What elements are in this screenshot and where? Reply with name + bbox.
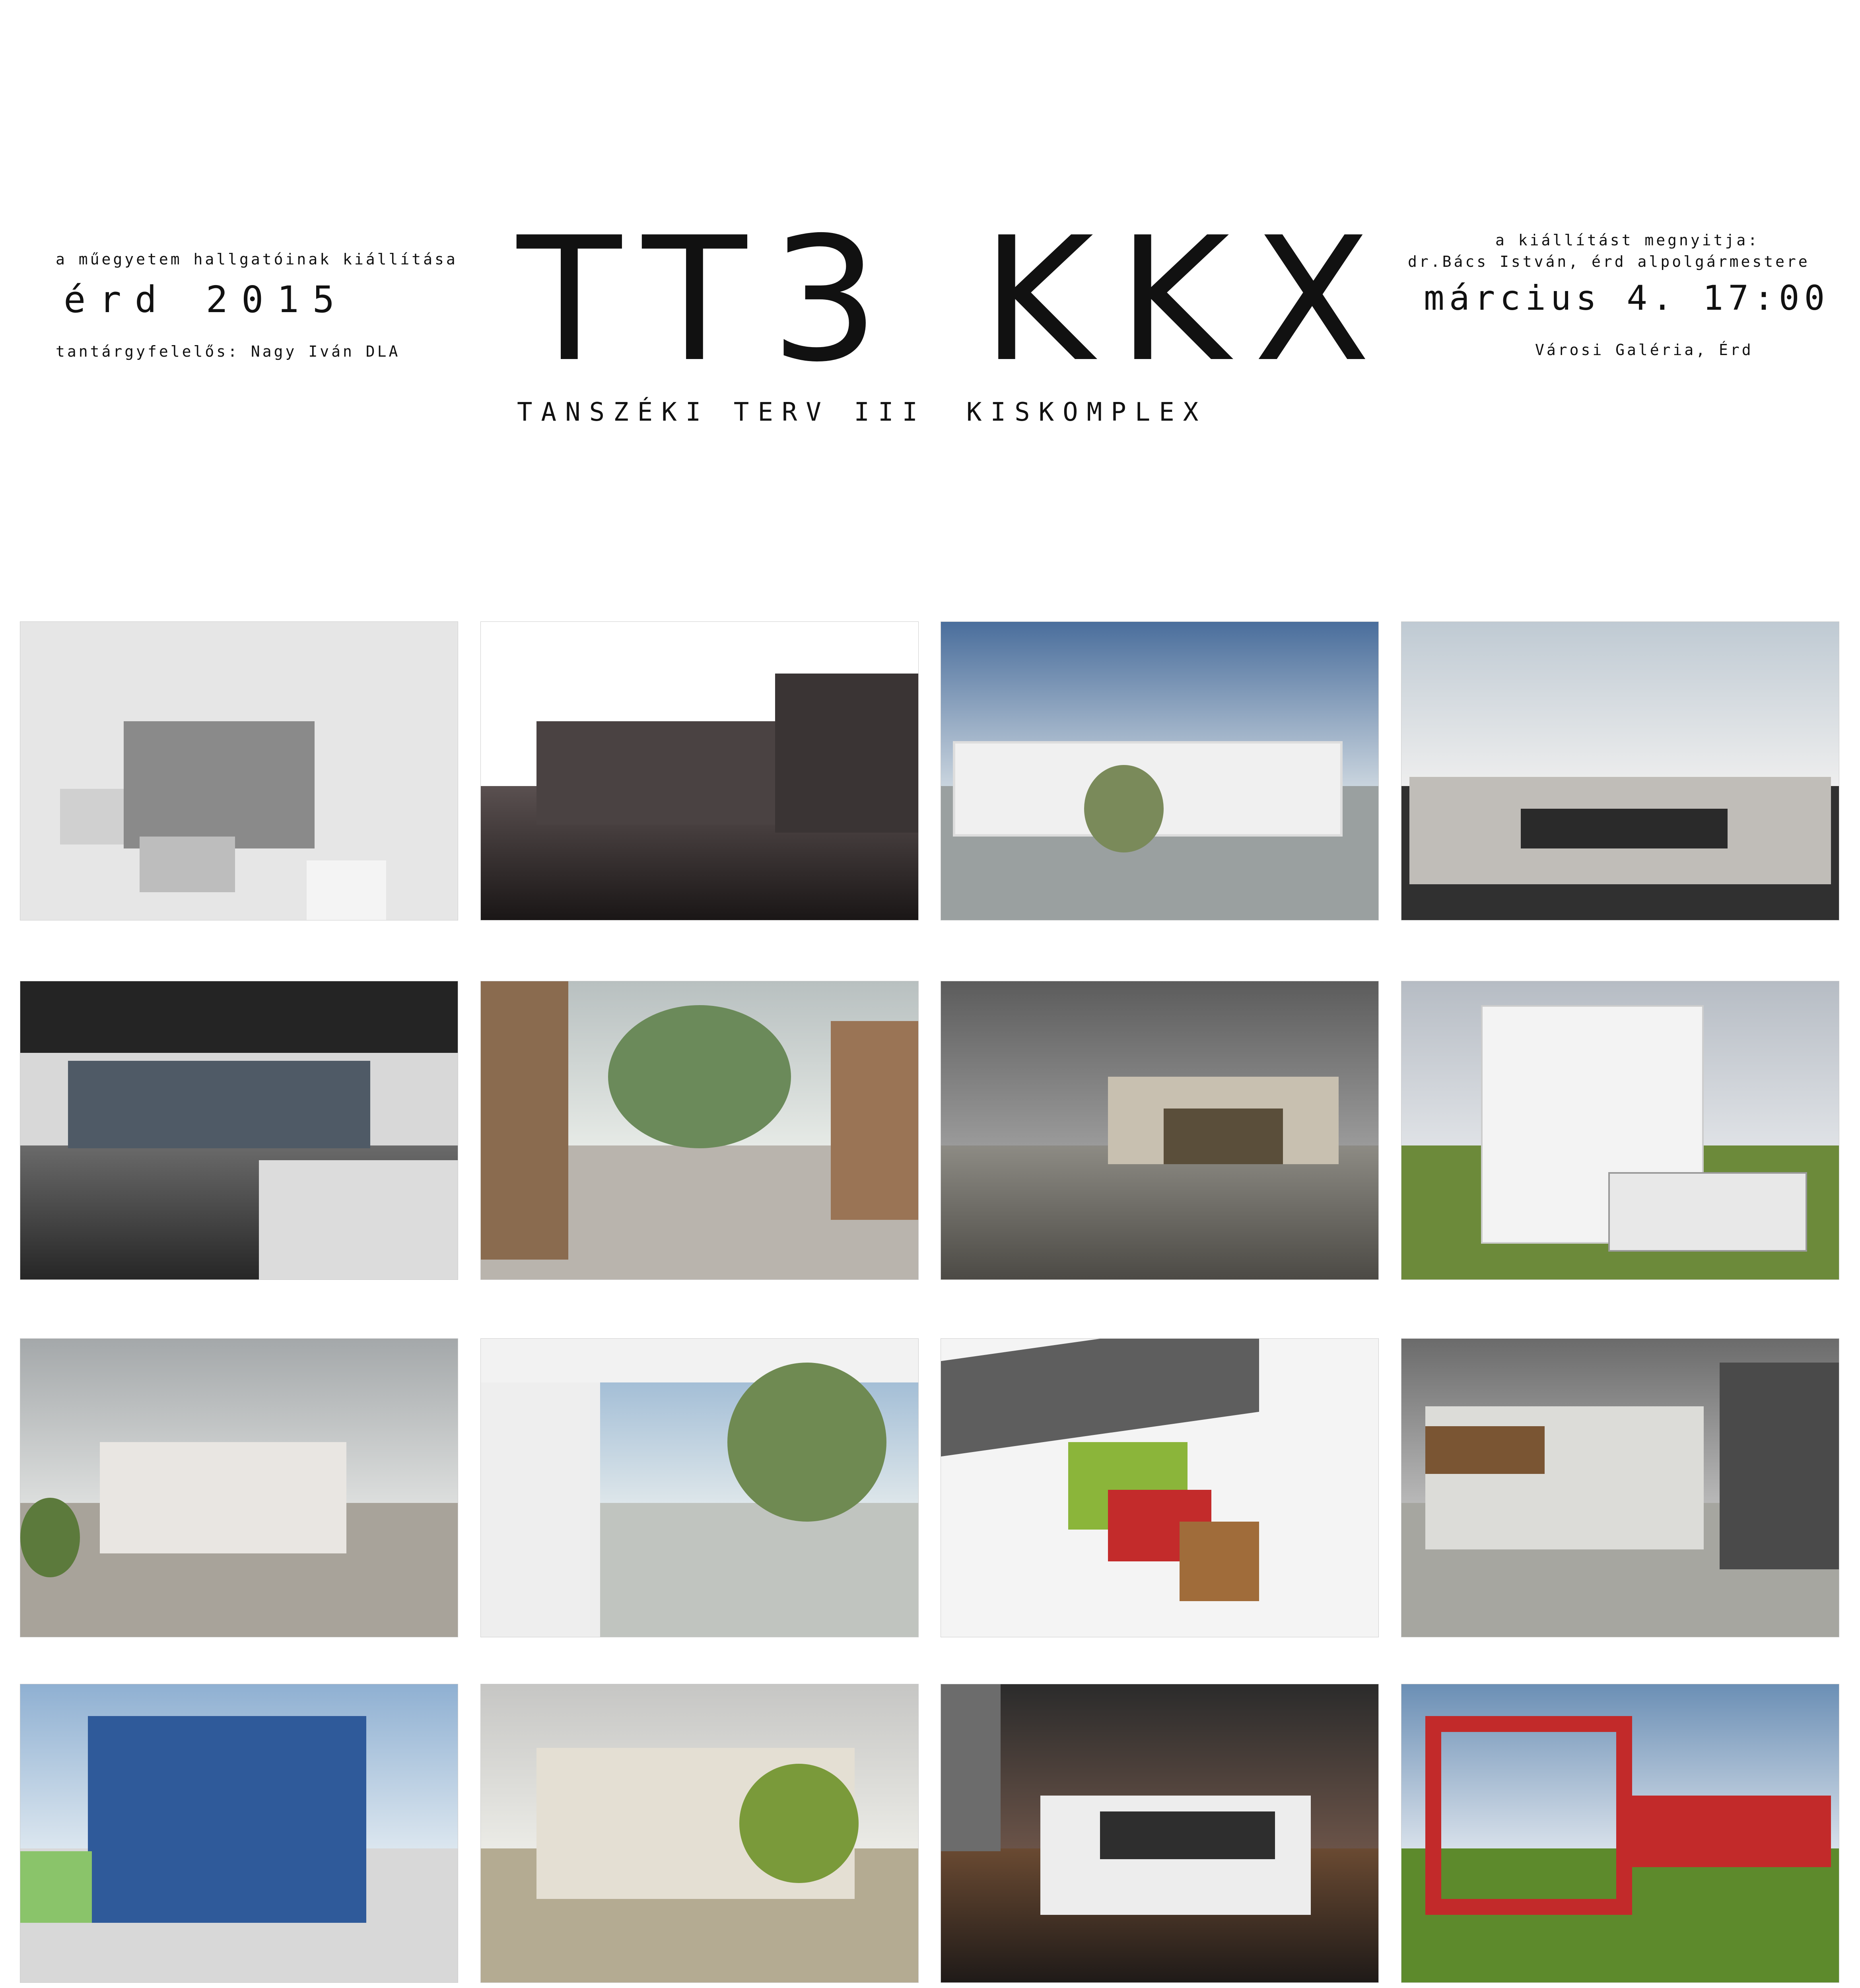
render-14 bbox=[480, 1684, 919, 1983]
render-7 bbox=[941, 981, 1379, 1280]
subtitle-left: TANSZÉKI TERV III bbox=[517, 398, 927, 427]
page-title: TT3 KKX bbox=[517, 201, 1395, 400]
render-9 bbox=[20, 1338, 458, 1637]
render-16 bbox=[1401, 1684, 1839, 1983]
course-responsible: tantárgyfelelős: Nagy Iván DLA bbox=[56, 343, 400, 360]
render-2 bbox=[480, 621, 919, 920]
render-1 bbox=[20, 621, 458, 920]
opening-date: március 4. 17:00 bbox=[1424, 278, 1830, 318]
render-4 bbox=[1401, 621, 1839, 920]
render-15 bbox=[941, 1684, 1379, 1983]
render-8 bbox=[1401, 981, 1839, 1280]
venue: Városi Galéria, Érd bbox=[1535, 341, 1753, 359]
opening-caption: a kiállítást megnyitja: bbox=[1495, 231, 1760, 249]
render-11 bbox=[941, 1338, 1379, 1637]
render-3 bbox=[941, 621, 1379, 920]
exhibition-caption: a műegyetem hallgatóinak kiállítása bbox=[56, 250, 458, 268]
render-10 bbox=[480, 1338, 919, 1637]
opening-speaker: dr.Bács István, érd alpolgármestere bbox=[1408, 253, 1810, 270]
render-12 bbox=[1401, 1338, 1839, 1637]
render-13 bbox=[20, 1684, 458, 1983]
exhibition-place-year: érd 2015 bbox=[64, 278, 348, 321]
render-5 bbox=[20, 981, 458, 1280]
render-6 bbox=[480, 981, 919, 1280]
subtitle-right: KISKOMPLEX bbox=[966, 398, 1207, 427]
